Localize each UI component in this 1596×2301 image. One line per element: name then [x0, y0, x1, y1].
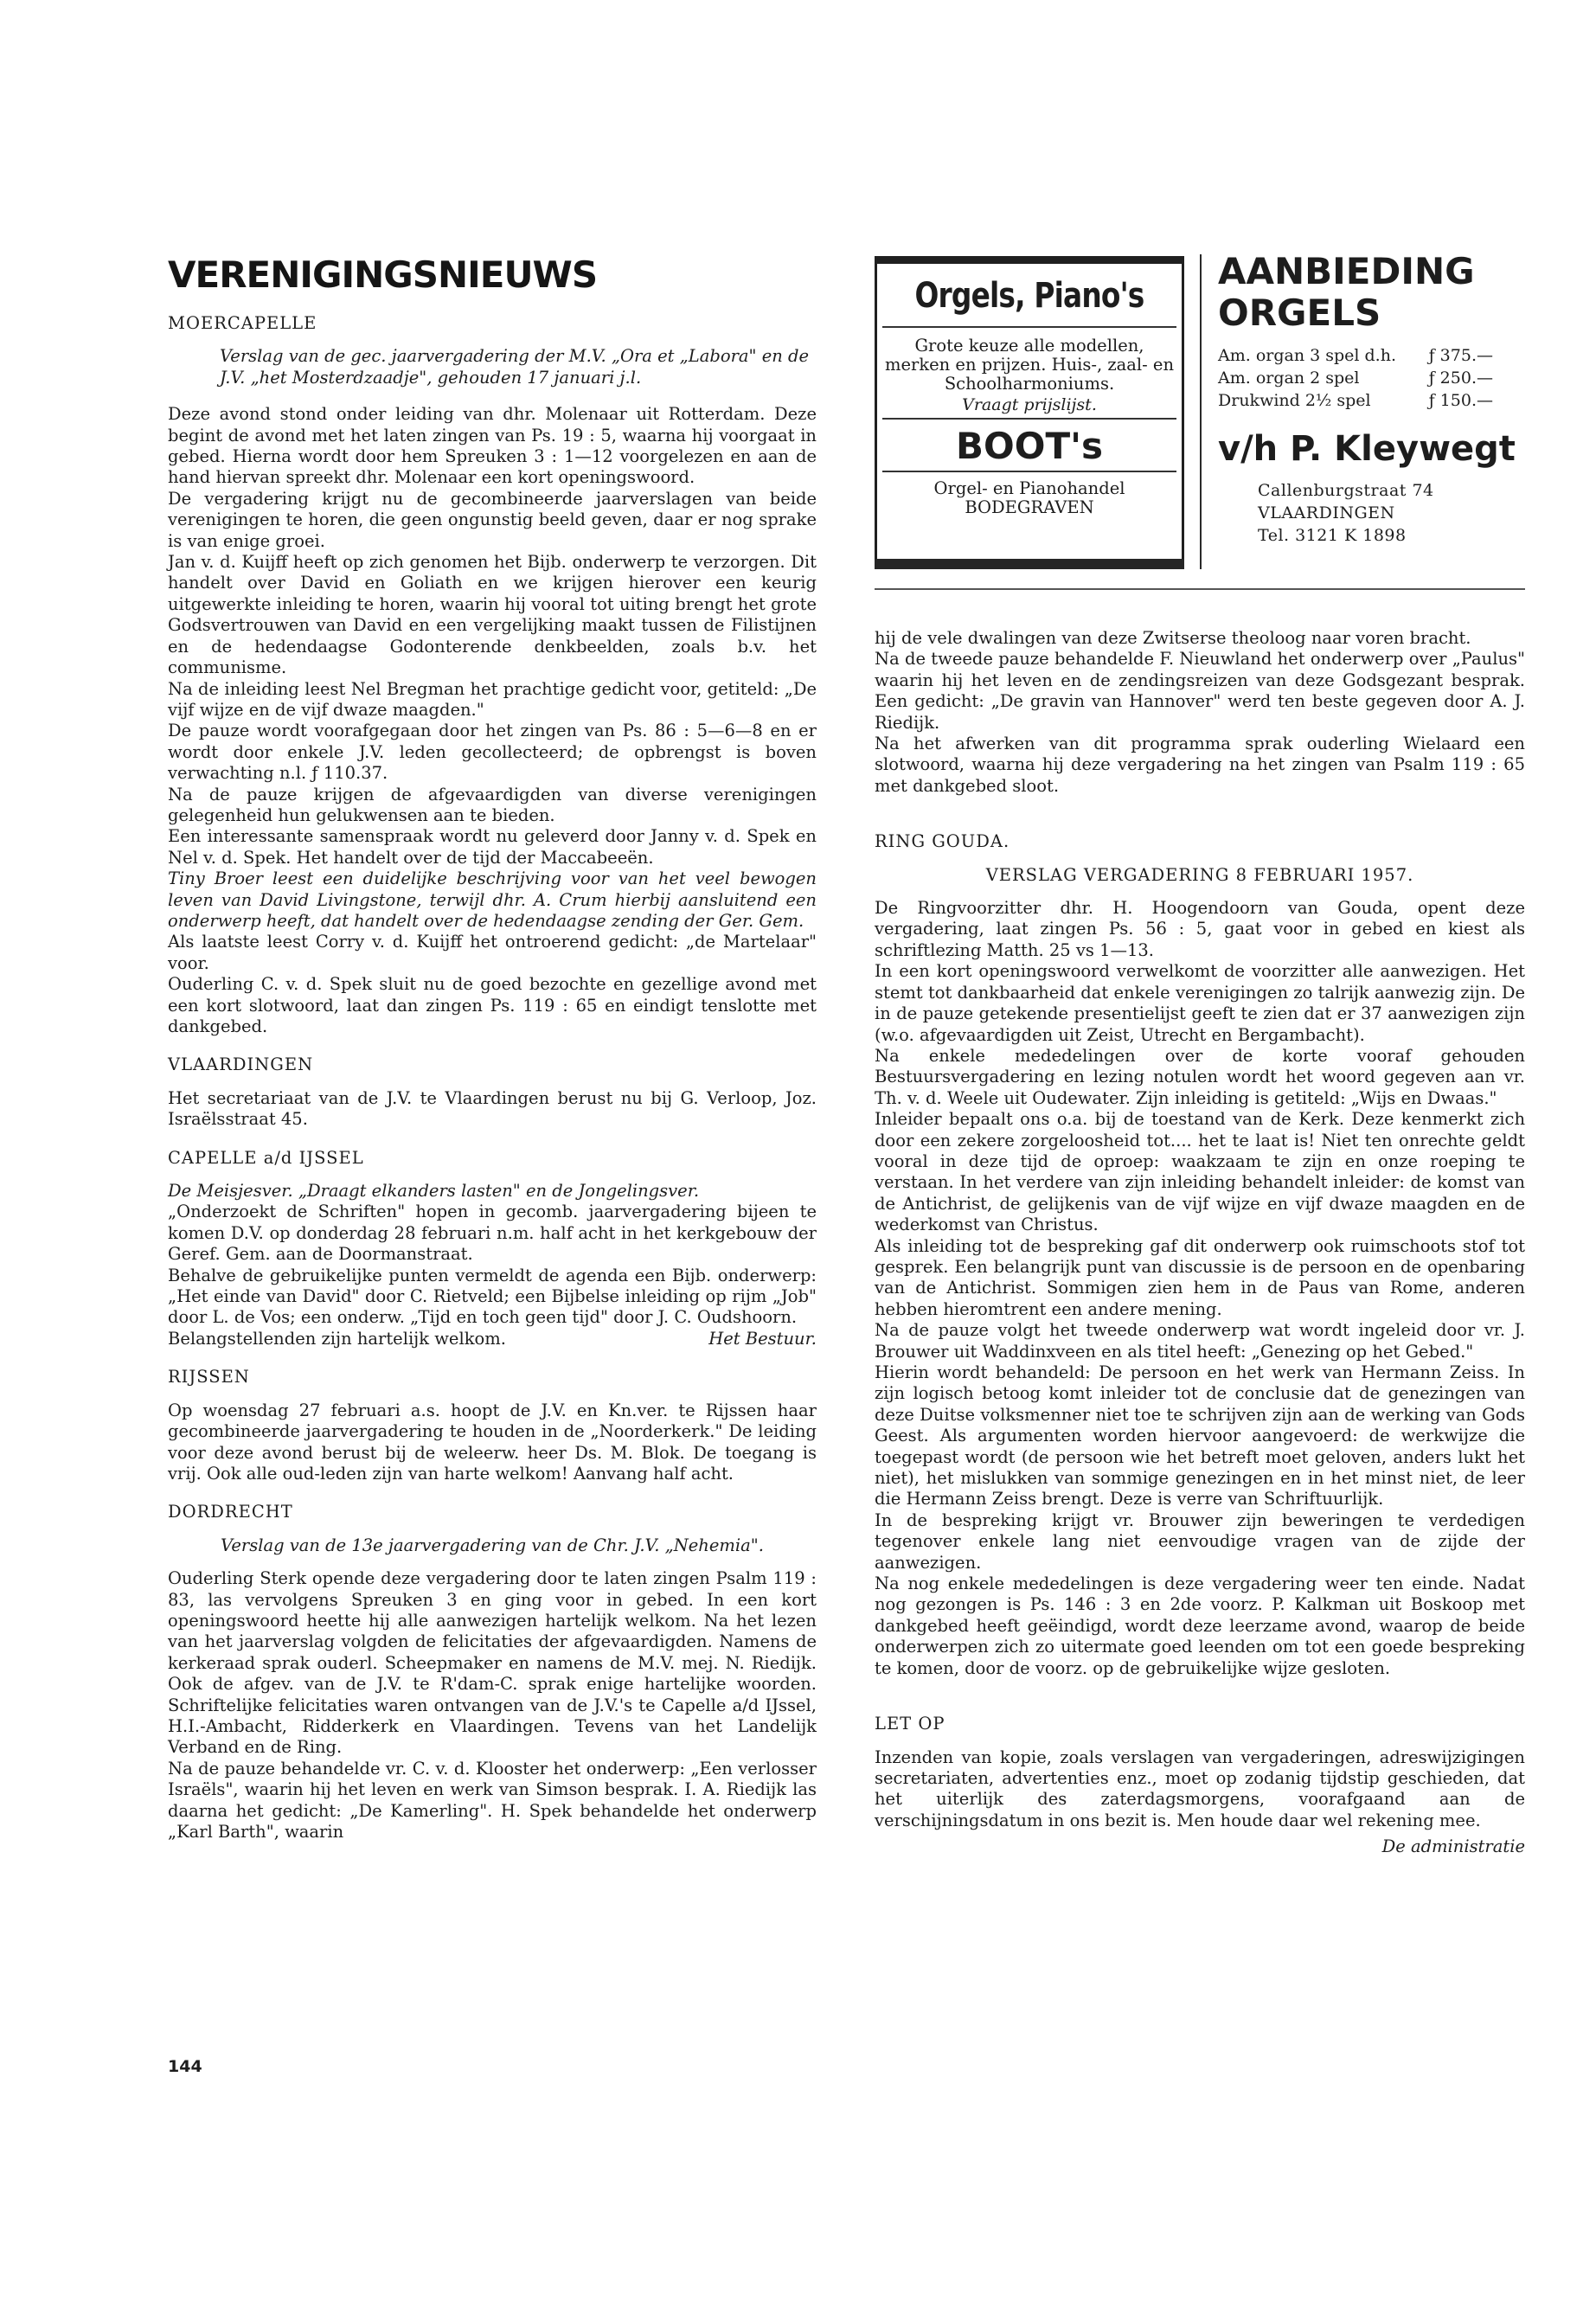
moercapelle-paragraph: Tiny Broer leest een duidelijke beschrijving voor van het veel bewogen leven van David Livingstone, terwijl dhr. A. Crum hierbij aansluitend een onderwerp heeft, dat handelt over de hedendaagse zending der Ger. Gem. — [168, 868, 817, 931]
section-heading-vlaardingen: VLAARDINGEN — [168, 1054, 314, 1075]
offer-item-name: Am. organ 2 spel — [1218, 369, 1360, 388]
offer-item-price: ƒ 250.— — [1428, 369, 1493, 388]
ring-gouda-paragraph: In een kort openingswoord verwelkomt de voorzitter alle aanwezigen. Het stemt tot dankbaarheid dat enkele verenigingen zo talrijk aanwezig zijn. De in de pauze getekende presentielijst geeft te zien dat er 37 aanwezigen zijn (w.o. afgevaardigden uit Zeist, Utrecht en Bergambacht). — [875, 961, 1525, 1045]
right-column — [875, 628, 1525, 1858]
page-number: 144 — [168, 2057, 202, 2076]
left-column — [168, 254, 817, 1843]
capelle-signature: Het Bestuur. — [708, 1328, 817, 1349]
moercapelle-intro: Verslag van de gec. jaarvergadering der M.V. „Ora et „Labora" en de J.V. „het Mosterdzaadje", gehouden 17 januari j.l. — [220, 346, 810, 388]
offer-item-name: Drukwind 2½ spel — [1218, 391, 1371, 410]
moercapelle-paragraph: Een interessante samenspraak wordt nu geleverd door Janny v. d. Spek en Nel v. d. Spek. Het handelt over de tijd der Maccabeeën. — [168, 826, 817, 868]
capelle-paragraph: „Onderzoekt de Schriften" hopen in gecomb. jaarvergadering bijeen te komen D.V. op donderdag 28 februari n.m. half acht in het kerkgebouw der Geref. Gem. aan de Doormanstraat. — [168, 1202, 817, 1265]
offer-title: AANBIEDING — [1218, 250, 1475, 292]
ring-gouda-paragraph: Na de pauze volgt het tweede onderwerp wat wordt ingeleid door vr. J. Brouwer uit Waddinxveen en als titel heeft: „Genezing op het Gebed." — [875, 1320, 1525, 1362]
ad-divider — [882, 471, 1176, 472]
moercapelle-paragraph: Ouderling C. v. d. Spek sluit nu de goed bezochte en gezellige avond met een kort slotwoord, laat dan zingen Ps. 119 : 65 en eindigt tenslotte met dankgebed. — [168, 974, 817, 1036]
moercapelle-paragraph: Deze avond stond onder leiding van dhr. Molenaar uit Rotterdam. Deze begint de avond met het laten zingen van Ps. 19 : 5, waarna hij voorgaat in gebed. Hierna wordt door hem Spreuken 3 : 1—12 voorgelezen en aan de hand hiervan spreekt dhr. Molenaar een kort openingswoord. — [168, 404, 817, 488]
ad-brand: BOOT's — [956, 425, 1103, 467]
ring-gouda-paragraph: In de bespreking krijgt vr. Brouwer zijn beweringen te verdedigen tegenover enkele lang niet eenvoudige vragen van de zijde der aanwezigen. — [875, 1509, 1525, 1573]
moercapelle-paragraph: De vergadering krijgt nu de gecombineerde jaarverslagen van beide verenigingen te horen, die geen ongunstig beeld geven, daar er nog sprake is van enige groei. — [168, 488, 817, 551]
offer-firm: v/h P. Kleywegt — [1218, 429, 1516, 469]
ad-border-bar — [875, 256, 1184, 264]
advertisement-organ-offer — [1218, 251, 1525, 547]
ad-border-bar — [875, 559, 1184, 569]
dordrecht-intro: Verslag van de 13e jaarvergadering van de Chr. J.V. „Nehemia". — [221, 1535, 764, 1555]
dordrecht-continued: Na de tweede pauze behandelde F. Nieuwland het onderwerp over „Paulus" waarin hij het leven en de zendingsreizen van deze Godsgezant besprak. Een gedicht: „De gravin van Hannover" werd ten beste gegeven door A. J. Riedijk. — [875, 649, 1525, 733]
ad-divider — [882, 326, 1176, 328]
offer-item — [1218, 367, 1525, 389]
page-title: VERENIGINGSNIEUWS — [168, 253, 598, 296]
offer-item-name: Am. organ 3 spel d.h. — [1218, 346, 1396, 365]
offer-phone: Tel. 3121 K 1898 — [1258, 526, 1407, 545]
moercapelle-paragraph: Na de pauze krijgen de afgevaardigden van diverse verenigingen gelegenheid hun gelukwensen aan te bieden. — [168, 784, 817, 825]
section-heading-let-op: LET OP — [875, 1714, 945, 1734]
ad-line: BODEGRAVEN — [965, 497, 1094, 517]
ad-body: Grote keuze alle modellen, merken en prijzen. Huis-, zaal- en Schoolharmoniums. — [884, 336, 1175, 394]
ad-price-list: Vraagt prijslijst. — [962, 395, 1097, 414]
section-heading-rijssen: RIJSSEN — [168, 1367, 250, 1388]
moercapelle-paragraph: Na de inleiding leest Nel Bregman het prachtige gedicht voor, getiteld: „De vijf wijze en de vijf dwaze maagden." — [168, 678, 817, 720]
moercapelle-paragraph: De pauze wordt voorafgegaan door het zingen van Ps. 86 : 5—6—8 en er wordt door enkele J.V. leden gecollecteerd; de opbrengst is boven verwachting n.l. ƒ 110.37. — [168, 721, 817, 784]
ring-gouda-paragraph: Als inleiding tot de bespreking gaf dit onderwerp ook ruimschoots stof tot gesprek. Een belangrijk punt van discussie is de persoon en de openbaring van de Antichrist. Sommigen zien hem in de Paus van Rome, anderen hebben hieromtrent een andere mening. — [875, 1235, 1525, 1319]
column-divider — [1200, 254, 1202, 569]
vlaardingen-paragraph: Het secretariaat van de J.V. te Vlaardingen berust nu bij G. Verloop, Joz. Israëlsstraat 45. — [168, 1087, 817, 1130]
section-heading-ring-gouda: RING GOUDA. — [875, 831, 1010, 852]
ring-gouda-paragraph: Hierin wordt behandeld: De persoon en het werk van Hermann Zeiss. In zijn logisch betoog komt inleider tot de conclusie dat de genezingen van deze Duitse volksmenner niet toe te schrijven zijn aan de werking van Gods Geest. Als argumenten worden hiervoor aangevoerd: de werkwijze die toegepast wordt (de persoon wie het betreft moet geloven, anders lukt het niet), het mislukken van sommige genezingen en in het minst niet, de leer die Hermann Zeiss brengt. Deze is verre van Schriftuurlijk. — [875, 1362, 1525, 1509]
ring-gouda-paragraph: Na nog enkele mededelingen is deze vergadering weer ten einde. Nadat nog gezongen is Ps. 146 : 3 en 2de voorz. P. Kalkman uit Boskoop met dankgebed heeft geëindigd, wordt deze leerzame avond, waarop de beide onderwerpen zich zo uitermate goed leenden om tot een goede bespreking te komen, door de voorz. op de gebruikelijke wijze gesloten. — [875, 1574, 1525, 1678]
moercapelle-paragraph: Als laatste leest Corry v. d. Kuijff het ontroerend gedicht: „de Martelaar" voor. — [168, 932, 817, 973]
section-heading-dordrecht: DORDRECHT — [168, 1502, 293, 1522]
offer-street: Callenburgstraat 74 — [1258, 481, 1434, 500]
notice-paragraph: Inzenden van kopie, zoals verslagen van vergaderingen, adreswijzigingen secretariaten, advertenties enz., moet op zodanig tijdstip geschieden, dat het uiterlijk des zaterdagsmorgens, voorafgaand aan de verschijningsdatum in ons bezit is. Men houde daar wel rekening mee. — [875, 1747, 1525, 1830]
ad-divider — [882, 418, 1176, 420]
capelle-closing — [168, 1329, 817, 1349]
dordrecht-continued: Na het afwerken van dit programma sprak ouderling Wielaard een slotwoord, waarna hij deze vergadering na het zingen van Psalm 119 : 65 met dankgebed sloot. — [875, 734, 1525, 796]
ring-gouda-paragraph: Na enkele mededelingen over de korte vooraf gehouden Bestuursvergadering en lezing notulen wordt het woord gegeven aan vr. Th. v. d. Weele uit Oudewater. Zijn inleiding is getiteld: „Wijs en Dwaas." — [875, 1045, 1525, 1108]
rijssen-paragraph: Op woensdag 27 februari a.s. hoopt de J.V. en Kn.ver. te Rijssen haar gecombineerde jaarvergadering te houden in de „Noorderkerk." De leiding voor deze avond berust bij de weleerw. heer Ds. M. Blok. De toegang is vrij. Ook alle oud-leden zijn van harte welkom! Aanvang half acht. — [168, 1400, 817, 1484]
capelle-paragraph: De Meisjesver. „Draagt elkanders lasten" en de Jongelingsver. — [168, 1181, 700, 1202]
section-heading-moercapelle: MOERCAPELLE — [168, 313, 317, 333]
section-heading-capelle: CAPELLE a/d IJSSEL — [168, 1147, 364, 1168]
capelle-paragraph: Behalve de gebruikelijke punten vermeldt de agenda een Bijb. onderwerp: „Het einde van David" door C. Rietveld; een Bijbelse inleiding op rijm „Job" door L. de Vos; een onderw. „Tijd en toch geen tijd" door J. C. Oudshoorn. — [168, 1265, 817, 1328]
offer-item-price: ƒ 150.— — [1428, 391, 1493, 410]
ring-gouda-paragraph: Inleider bepaalt ons o.a. bij de toestand van de Kerk. Deze kenmerkt zich door een zekere zorgeloosheid tot.... het te laat is! Niet ten onrechte geldt vooral in deze tijd de oproep: waakzaam te zijn en onze roeping te verstaan. In het verdere van zijn inleiding behandelt inleider: de komst van de Antichrist, de gelijkenis van de vijf wijze en vijf dwaze maagden en de wederkomst van Christus. — [875, 1109, 1525, 1235]
offer-item — [1218, 344, 1525, 367]
dordrecht-paragraph: Ouderling Sterk opende deze vergadering door te laten zingen Psalm 119 : 83, las vervolgens Spreuken 3 en ging voor in gebed. In een kort openingswoord heette hij alle aanwezigen hartelijk welkom. Na het lezen van het jaarverslag volgden de felicitaties der afgevaardigden. Namens de kerkeraad sprak ouderl. Scheepmaker en namens de M.V. mej. N. Riedijk. Ook de afgev. van de J.V. te R'dam-C. sprak enige hartelijke woorden. Schriftelijke felicitaties waren ontvangen van de J.V.'s te Capelle a/d IJssel, H.I.-Ambacht, Ridderkerk en Vlaardingen. Tevens van het Landelijk Verband en de Ring. — [168, 1568, 817, 1758]
notice-signature: De administratie — [1381, 1836, 1525, 1857]
ring-gouda-paragraph: De Ringvoorzitter dhr. H. Hoogendoorn van Gouda, opent deze vergadering, laat zingen Ps. 56 : 5, gaat voor in gebed en kiest als schriftlezing Matth. 25 vs 1—13. — [875, 898, 1525, 960]
offer-item-price: ƒ 375.— — [1428, 346, 1493, 365]
dordrecht-paragraph: Na de pauze behandelde vr. C. v. d. Klooster het onderwerp: „Een verlosser Israëls", waarin hij het leven en werk van Simson besprak. I. A. Riedijk las daarna het gedicht: „De Kamerling". H. Spek behandelde het onderwerp „Karl Barth", waarin — [168, 1758, 817, 1842]
offer-item — [1218, 389, 1525, 412]
ad-bottom-rule — [875, 588, 1525, 590]
ad-title: Orgels, Piano's — [914, 276, 1144, 316]
ring-gouda-subheading: VERSLAG VERGADERING 8 FEBRUARI 1957. — [985, 864, 1414, 885]
offer-title: ORGELS — [1218, 292, 1381, 334]
moercapelle-paragraph: Jan v. d. Kuijff heeft op zich genomen het Bijb. onderwerp te verzorgen. Dit handelt over David en Goliath en we krijgen hierover een keurig uitgewerkte inleiding te horen, waarin hij vooral tot uiting brengt het grote Godsvertrouwen van David en een vergelijking maakt tussen de Filistijnen en de hedendaagse Godonterende denkbeelden, zoals b.v. het communisme. — [168, 552, 817, 678]
capelle-welcome: Belangstellenden zijn hartelijk welkom. — [168, 1328, 506, 1349]
dordrecht-continued: hij de vele dwalingen van deze Zwitserse theoloog naar voren bracht. — [875, 628, 1471, 648]
offer-city: VLAARDINGEN — [1258, 503, 1395, 522]
advertisement-organs-pianos — [875, 256, 1184, 569]
ad-line: Orgel- en Pianohandel — [933, 478, 1125, 498]
